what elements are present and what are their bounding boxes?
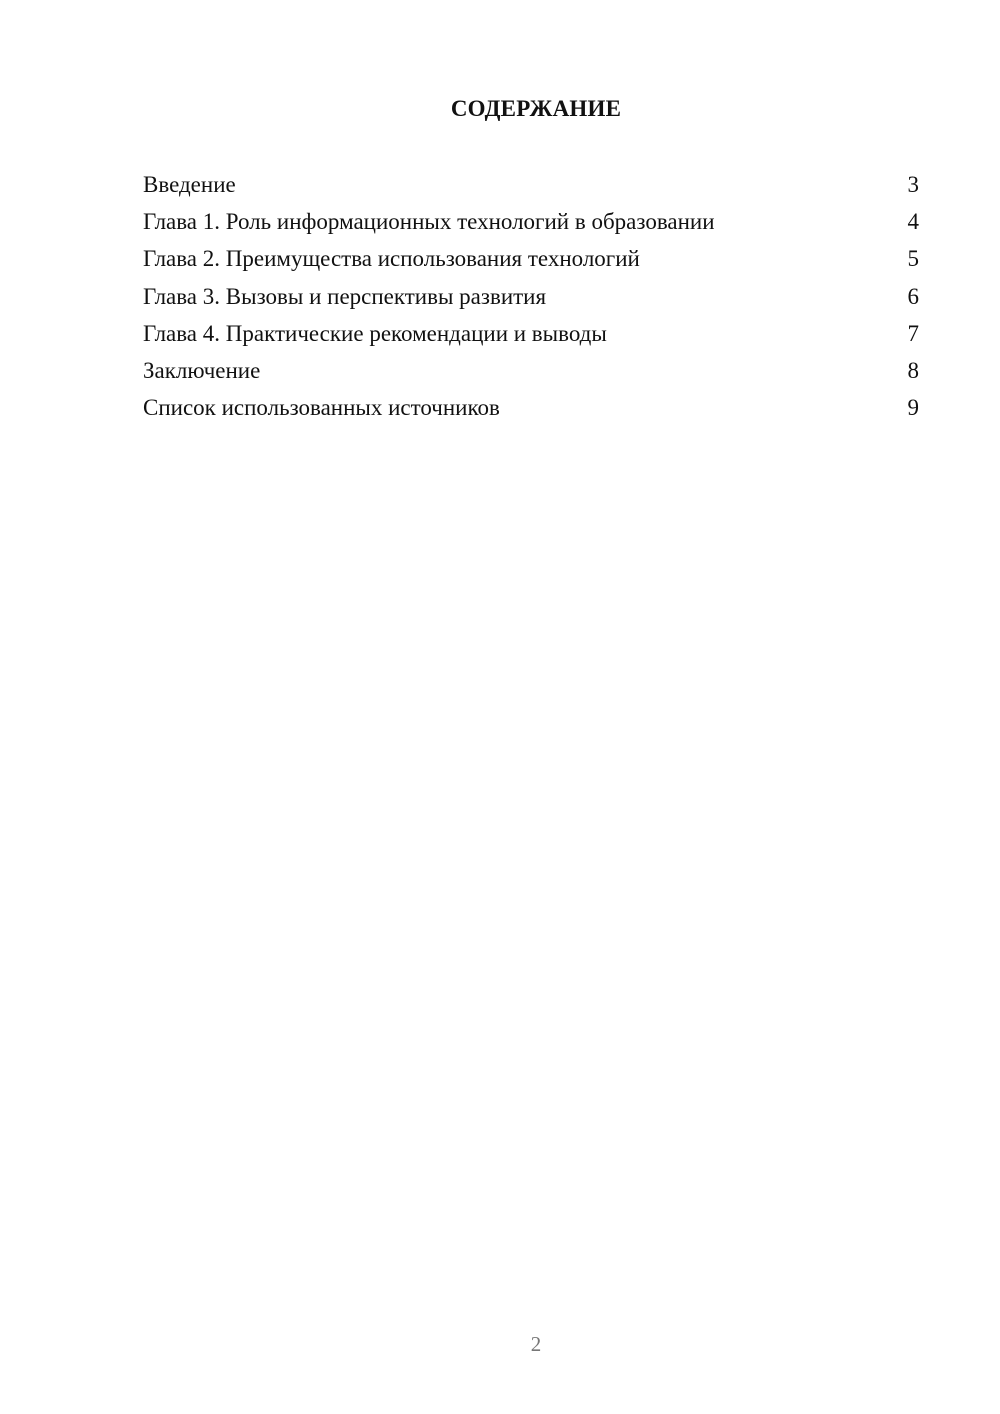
toc-entry-label: Введение <box>143 172 236 197</box>
toc-entry-page: 9 <box>907 395 919 421</box>
toc-entry-page: 6 <box>907 283 919 309</box>
table-of-contents <box>143 168 919 428</box>
toc-entry-chapter-4 <box>143 317 919 354</box>
toc-entry-conclusion <box>143 354 919 391</box>
toc-entry-label: Глава 3. Вызовы и перспективы развития <box>143 283 547 309</box>
toc-entry-label: Глава 4. Практические рекомендации и выводы <box>143 320 607 346</box>
toc-entry-page: 4 <box>907 209 919 235</box>
toc-entry-introduction <box>143 168 919 205</box>
toc-entry-chapter-3 <box>143 280 919 317</box>
toc-entry-page: 5 <box>907 246 919 272</box>
toc-entry-references <box>143 391 919 428</box>
page-title: СОДЕРЖАНИЕ <box>450 96 622 121</box>
toc-entry-label: Глава 1. Роль информационных технологий в образовании <box>143 209 715 235</box>
toc-entry-chapter-1 <box>143 205 919 242</box>
toc-entry-page: 8 <box>907 357 919 383</box>
page-number: 2 <box>530 1332 542 1356</box>
toc-entry-page: 7 <box>907 320 919 346</box>
toc-entry-chapter-2 <box>143 242 919 279</box>
toc-entry-label: Заключение <box>143 357 261 383</box>
toc-entry-label: Список использованных источников <box>143 395 500 421</box>
toc-entry-page: 3 <box>907 172 919 197</box>
toc-entry-label: Глава 2. Преимущества использования технологий <box>143 246 640 272</box>
